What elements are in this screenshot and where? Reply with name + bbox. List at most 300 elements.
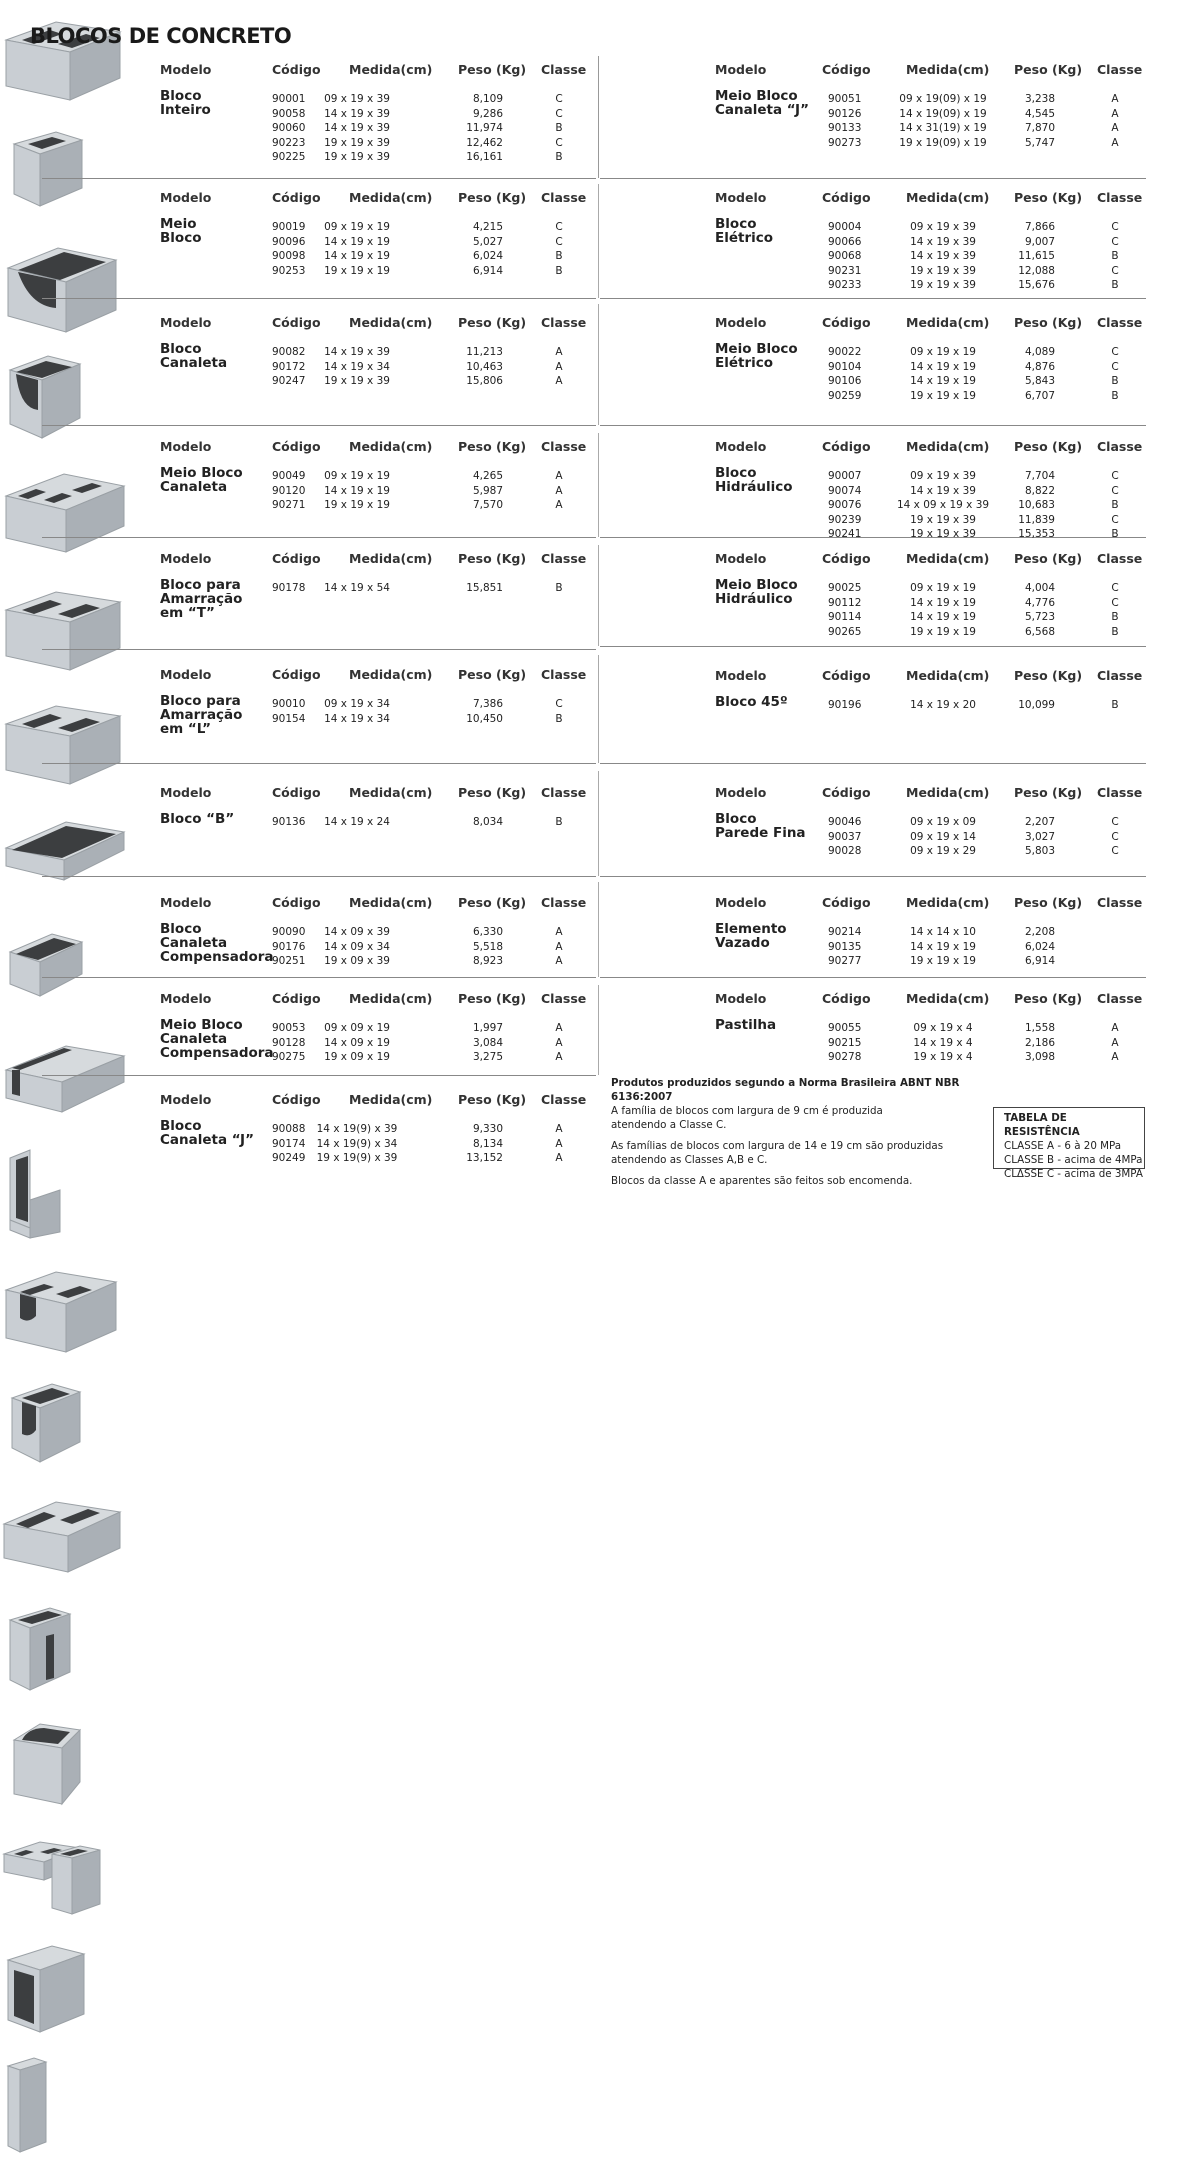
class-cell: C bbox=[1111, 830, 1119, 843]
spec-rows bbox=[0, 1021, 1198, 1065]
code-cell: 90277 bbox=[828, 955, 862, 968]
weight-cell: 1,997 bbox=[472, 1022, 503, 1034]
code-cell: 90247 bbox=[272, 375, 306, 388]
model-name-line: Bloco para bbox=[160, 577, 241, 593]
class-cell: C bbox=[555, 136, 563, 149]
model-name-line: Canaleta bbox=[160, 355, 228, 371]
header-peso: Peso (Kg) bbox=[458, 895, 527, 910]
header-modelo: Modelo bbox=[715, 439, 767, 454]
code-cell: 90088 bbox=[272, 1123, 306, 1135]
header-medida: Medida(cm) bbox=[906, 668, 990, 683]
weight-cell: 5,843 bbox=[1024, 375, 1055, 388]
table-row bbox=[0, 527, 1198, 542]
code-cell: 90241 bbox=[828, 528, 862, 541]
spec-rows bbox=[0, 581, 1198, 639]
code-cell: 90271 bbox=[272, 499, 306, 512]
size-cell: 19 x 19(9) x 39 bbox=[316, 1152, 398, 1165]
code-cell: 90275 bbox=[272, 1051, 306, 1064]
weight-cell: 11,974 bbox=[466, 122, 503, 135]
code-cell: 90053 bbox=[272, 1022, 306, 1034]
header-classe: Classe bbox=[541, 1092, 587, 1107]
model-name-line: Pastilha bbox=[715, 1017, 777, 1033]
notes-line: Blocos da classe A e aparentes são feitos sob encomenda. bbox=[611, 1175, 913, 1187]
size-cell: 09 x 19 x 4 bbox=[913, 1022, 973, 1034]
size-cell: 09 x 19 x 39 bbox=[910, 470, 976, 482]
size-cell: 14 x 09 x 39 bbox=[324, 926, 390, 938]
model-name-line: Elétrico bbox=[715, 355, 774, 371]
spec-rows bbox=[0, 469, 1198, 542]
bloco-hidraulico-icon bbox=[0, 1482, 1198, 1596]
class-cell: B bbox=[1111, 279, 1119, 292]
class-cell: A bbox=[555, 940, 563, 953]
weight-cell: 10,450 bbox=[466, 712, 503, 725]
code-cell: 90196 bbox=[828, 699, 862, 711]
weight-cell: 9,286 bbox=[472, 107, 503, 120]
size-cell: 19 x 19 x 39 bbox=[910, 528, 976, 541]
header-medida: Medida(cm) bbox=[906, 551, 990, 566]
weight-cell: 15,806 bbox=[466, 375, 503, 388]
size-cell: 14 x 19 x 54 bbox=[324, 582, 390, 594]
spec-rows bbox=[0, 815, 1198, 859]
weight-cell: 3,238 bbox=[1024, 93, 1055, 105]
size-cell: 14 x 19 x 34 bbox=[324, 360, 390, 373]
elemento-vazado-icon bbox=[0, 1938, 1198, 2052]
header-modelo: Modelo bbox=[160, 991, 212, 1006]
model-name-line: Canaleta bbox=[160, 1031, 228, 1047]
weight-cell: 10,099 bbox=[1018, 699, 1055, 711]
header-medida: Medida(cm) bbox=[349, 1092, 433, 1107]
size-cell: 14 x 19 x 19 bbox=[910, 375, 976, 388]
weight-cell: 2,207 bbox=[1024, 816, 1055, 828]
code-cell: 90154 bbox=[272, 712, 306, 725]
header-modelo: Modelo bbox=[715, 668, 767, 683]
weight-cell: 16,161 bbox=[466, 151, 503, 164]
size-cell: 14 x 19 x 19 bbox=[324, 235, 390, 248]
model-name-line: em “T” bbox=[160, 605, 215, 621]
code-cell: 90112 bbox=[828, 596, 862, 609]
class-cell: A bbox=[1111, 93, 1119, 105]
notes-line: atendendo as Classes A,B e C. bbox=[611, 1154, 768, 1166]
header-classe: Classe bbox=[541, 785, 587, 800]
header-medida: Medida(cm) bbox=[906, 190, 990, 205]
spec-rows bbox=[0, 925, 1198, 969]
row-divider bbox=[42, 1075, 596, 1076]
row-divider bbox=[42, 977, 596, 978]
class-cell: A bbox=[1111, 1051, 1119, 1064]
model-name-line: Canaleta “J” bbox=[715, 102, 809, 118]
class-cell: B bbox=[1111, 250, 1119, 263]
size-cell: 14 x 19(09) x 19 bbox=[899, 107, 987, 120]
size-cell: 09 x 19(09) x 19 bbox=[899, 93, 987, 105]
header-peso: Peso (Kg) bbox=[458, 190, 527, 205]
header-peso: Peso (Kg) bbox=[1014, 668, 1083, 683]
header-peso: Peso (Kg) bbox=[1014, 551, 1083, 566]
header-modelo: Modelo bbox=[160, 551, 212, 566]
row-divider bbox=[600, 646, 1146, 647]
spec-rows bbox=[0, 220, 1198, 293]
size-cell: 09 x 19 x 29 bbox=[910, 845, 976, 858]
row-divider bbox=[600, 425, 1146, 426]
weight-cell: 10,683 bbox=[1018, 499, 1055, 512]
header-peso: Peso (Kg) bbox=[1014, 895, 1083, 910]
size-cell: 14 x 19 x 39 bbox=[324, 107, 390, 120]
class-cell: B bbox=[1111, 625, 1119, 638]
class-cell: B bbox=[555, 582, 563, 594]
table-row bbox=[0, 136, 1198, 151]
model-name-line: Amarração bbox=[160, 591, 243, 607]
code-cell: 90215 bbox=[828, 1036, 862, 1049]
size-cell: 14 x 19 x 39 bbox=[324, 346, 390, 358]
table-row bbox=[0, 107, 1198, 122]
row-divider bbox=[600, 977, 1146, 978]
row-divider bbox=[42, 649, 596, 650]
header-codigo: Código bbox=[822, 991, 871, 1006]
header-modelo: Modelo bbox=[715, 551, 767, 566]
header-medida: Medida(cm) bbox=[349, 62, 433, 77]
class-cell: A bbox=[1111, 1022, 1119, 1034]
table-row bbox=[0, 954, 1198, 969]
table-row bbox=[0, 278, 1198, 293]
class-cell: A bbox=[555, 1051, 563, 1064]
spec-rows bbox=[0, 92, 1198, 150]
code-cell: 90037 bbox=[828, 830, 862, 843]
header-modelo: Modelo bbox=[160, 667, 212, 682]
weight-cell: 11,213 bbox=[466, 346, 503, 358]
model-name-line: Vazado bbox=[715, 935, 770, 951]
row-divider bbox=[600, 876, 1146, 877]
weight-cell: 4,265 bbox=[472, 470, 503, 482]
class-cell: B bbox=[555, 250, 563, 263]
weight-cell: 2,208 bbox=[1024, 926, 1055, 938]
size-cell: 14 x 19 x 39 bbox=[910, 250, 976, 263]
weight-cell: 4,545 bbox=[1024, 107, 1055, 120]
code-cell: 90096 bbox=[272, 235, 306, 248]
size-cell: 14 x 19 x 39 bbox=[910, 484, 976, 497]
header-peso: Peso (Kg) bbox=[1014, 991, 1083, 1006]
class-cell: B bbox=[1111, 699, 1119, 711]
resistance-line: CLASSE B - acima de 4MPa bbox=[1004, 1154, 1143, 1166]
weight-cell: 4,876 bbox=[1024, 360, 1055, 373]
meio-bloco-eletrico-icon bbox=[0, 1368, 1198, 1482]
header-medida: Medida(cm) bbox=[349, 551, 433, 566]
code-cell: 90273 bbox=[828, 136, 862, 149]
size-cell: 09 x 19 x 19 bbox=[324, 221, 390, 233]
model-name-line: Hidráulico bbox=[715, 591, 793, 607]
model-name-line: Canaleta “J” bbox=[160, 1132, 254, 1148]
notes-line: As famílias de blocos com largura de 14 e 19 cm são produzidas bbox=[611, 1140, 944, 1152]
table-row bbox=[0, 150, 1198, 165]
weight-cell: 4,776 bbox=[1024, 596, 1055, 609]
size-cell: 14 x 19 x 19 bbox=[910, 596, 976, 609]
code-cell: 90004 bbox=[828, 221, 862, 233]
code-cell: 90046 bbox=[828, 816, 862, 828]
row-divider bbox=[42, 298, 596, 299]
header-modelo: Modelo bbox=[160, 190, 212, 205]
class-cell: B bbox=[1111, 375, 1119, 388]
row-divider bbox=[42, 763, 596, 764]
header-peso: Peso (Kg) bbox=[458, 62, 527, 77]
code-cell: 90135 bbox=[828, 940, 862, 953]
weight-cell: 5,723 bbox=[1024, 611, 1055, 624]
code-cell: 90098 bbox=[272, 250, 306, 263]
header-modelo: Modelo bbox=[160, 1092, 212, 1107]
weight-cell: 5,803 bbox=[1024, 845, 1055, 858]
code-cell: 90136 bbox=[272, 816, 306, 828]
size-cell: 09 x 09 x 19 bbox=[324, 1022, 390, 1034]
table-row bbox=[0, 92, 1198, 107]
weight-cell: 11,615 bbox=[1018, 250, 1055, 263]
header-codigo: Código bbox=[272, 315, 321, 330]
table-row bbox=[0, 1036, 1198, 1051]
model-name-line: Bloco bbox=[160, 921, 202, 937]
size-cell: 09 x 19 x 34 bbox=[324, 698, 390, 710]
code-cell: 90104 bbox=[828, 360, 862, 373]
header-classe: Classe bbox=[1097, 785, 1143, 800]
class-cell: C bbox=[555, 235, 563, 248]
model-name-line: Bloco bbox=[160, 230, 202, 246]
class-cell: A bbox=[555, 346, 563, 358]
code-cell: 90249 bbox=[272, 1152, 306, 1165]
code-cell: 90214 bbox=[828, 926, 862, 938]
header-codigo: Código bbox=[822, 668, 871, 683]
row-divider bbox=[42, 876, 596, 877]
class-cell: B bbox=[1111, 528, 1119, 541]
size-cell: 19 x 19 x 39 bbox=[910, 279, 976, 292]
resistance-line: CLASSE A - 6 à 20 MPa bbox=[1004, 1140, 1122, 1152]
code-cell: 90058 bbox=[272, 107, 306, 120]
code-cell: 90022 bbox=[828, 346, 862, 358]
model-name-line: Canaleta bbox=[160, 479, 228, 495]
weight-cell: 8,134 bbox=[472, 1137, 503, 1150]
weight-cell: 11,839 bbox=[1018, 513, 1055, 526]
class-cell: A bbox=[555, 375, 563, 388]
header-classe: Classe bbox=[1097, 439, 1143, 454]
header-modelo: Modelo bbox=[715, 62, 767, 77]
size-cell: 14 x 19 x 34 bbox=[324, 712, 390, 725]
model-name-line: Hidráulico bbox=[715, 479, 793, 495]
class-cell: C bbox=[1111, 596, 1119, 609]
class-cell: C bbox=[555, 698, 563, 710]
weight-cell: 5,987 bbox=[472, 484, 503, 497]
bloco-eletrico-icon bbox=[0, 1254, 1198, 1368]
size-cell: 14 x 19 x 19 bbox=[324, 484, 390, 497]
header-peso: Peso (Kg) bbox=[458, 991, 527, 1006]
weight-cell: 6,330 bbox=[472, 926, 503, 938]
size-cell: 14 x 09 x 34 bbox=[324, 940, 390, 953]
weight-cell: 4,089 bbox=[1024, 346, 1055, 358]
header-codigo: Código bbox=[822, 62, 871, 77]
size-cell: 14 x 14 x 10 bbox=[910, 926, 976, 938]
row-divider bbox=[42, 178, 596, 179]
size-cell: 14 x 31(19) x 19 bbox=[899, 122, 987, 135]
size-cell: 19 x 19 x 39 bbox=[910, 264, 976, 277]
size-cell: 14 x 19 x 19 bbox=[910, 611, 976, 624]
meio-bloco-hidraulico-icon bbox=[0, 1596, 1198, 1710]
class-cell: A bbox=[1111, 122, 1119, 135]
size-cell: 14 x 19 x 4 bbox=[913, 1036, 973, 1049]
class-cell: A bbox=[1111, 107, 1119, 120]
header-modelo: Modelo bbox=[715, 190, 767, 205]
header-classe: Classe bbox=[1097, 551, 1143, 566]
header-classe: Classe bbox=[541, 315, 587, 330]
model-name-line: Bloco bbox=[160, 341, 202, 357]
code-cell: 90007 bbox=[828, 470, 862, 482]
row-divider bbox=[600, 298, 1146, 299]
model-name-line: Parede Fina bbox=[715, 825, 806, 841]
row-divider bbox=[600, 763, 1146, 764]
size-cell: 14 x 09 x 19 bbox=[324, 1036, 390, 1049]
notes-line: A família de blocos com largura de 9 cm é produzida bbox=[611, 1105, 883, 1117]
weight-cell: 6,024 bbox=[472, 250, 503, 263]
table-row bbox=[0, 220, 1198, 235]
class-cell: A bbox=[555, 955, 563, 968]
code-cell: 90278 bbox=[828, 1051, 862, 1064]
header-classe: Classe bbox=[541, 895, 587, 910]
model-name-line: em “L” bbox=[160, 721, 212, 737]
header-modelo: Modelo bbox=[160, 62, 212, 77]
size-cell: 19 x 19 x 4 bbox=[913, 1051, 973, 1064]
class-cell: C bbox=[1111, 346, 1119, 358]
weight-cell: 3,027 bbox=[1024, 830, 1055, 843]
size-cell: 14 x 19 x 19 bbox=[324, 250, 390, 263]
header-classe: Classe bbox=[541, 62, 587, 77]
page-title: BLOCOS DE CONCRETO bbox=[30, 24, 292, 48]
weight-cell: 7,386 bbox=[472, 698, 503, 710]
code-cell: 90223 bbox=[272, 136, 306, 149]
pastilha-icon bbox=[0, 2052, 1198, 2166]
class-cell: B bbox=[555, 264, 563, 277]
header-codigo: Código bbox=[822, 315, 871, 330]
code-cell: 90068 bbox=[828, 250, 862, 263]
table-row bbox=[0, 830, 1198, 845]
notes-line: atendendo a Classe C. bbox=[611, 1119, 727, 1131]
bloco-45-icon bbox=[0, 1710, 1198, 1824]
table-row bbox=[0, 469, 1198, 484]
table-row bbox=[0, 581, 1198, 596]
code-cell: 90049 bbox=[272, 470, 306, 482]
size-cell: 14 x 09 x 19 x 39 bbox=[896, 499, 990, 512]
model-name-line: Meio bbox=[160, 216, 197, 232]
code-cell: 90233 bbox=[828, 279, 862, 292]
class-cell: A bbox=[555, 1152, 563, 1165]
header-classe: Classe bbox=[1097, 895, 1143, 910]
resistance-line: CLΔSSE C - acima de 3MPA bbox=[1004, 1168, 1143, 1180]
code-cell: 90174 bbox=[272, 1137, 306, 1150]
header-peso: Peso (Kg) bbox=[458, 551, 527, 566]
header-medida: Medida(cm) bbox=[349, 991, 433, 1006]
header-codigo: Código bbox=[822, 439, 871, 454]
size-cell: 14 x 19 x 39 bbox=[324, 122, 390, 135]
header-peso: Peso (Kg) bbox=[458, 315, 527, 330]
class-cell: C bbox=[1111, 845, 1119, 858]
size-cell: 14 x 19 x 20 bbox=[910, 699, 976, 711]
weight-cell: 8,923 bbox=[472, 955, 503, 968]
size-cell: 09 x 19 x 19 bbox=[324, 470, 390, 482]
header-medida: Medida(cm) bbox=[906, 62, 990, 77]
header-medida: Medida(cm) bbox=[349, 667, 433, 682]
header-medida: Medida(cm) bbox=[349, 785, 433, 800]
table-row bbox=[0, 940, 1198, 955]
header-classe: Classe bbox=[541, 439, 587, 454]
size-cell: 09 x 19 x 39 bbox=[324, 93, 390, 105]
code-cell: 90019 bbox=[272, 221, 306, 233]
weight-cell: 6,707 bbox=[1024, 389, 1055, 402]
model-name-line: Bloco bbox=[715, 216, 757, 232]
table-row bbox=[0, 844, 1198, 859]
header-modelo: Modelo bbox=[160, 439, 212, 454]
table-row bbox=[0, 360, 1198, 375]
code-cell: 90176 bbox=[272, 940, 306, 953]
table-row bbox=[0, 374, 1198, 389]
norma-notes bbox=[611, 1076, 971, 1188]
code-cell: 90074 bbox=[828, 484, 862, 497]
weight-cell: 2,186 bbox=[1024, 1036, 1055, 1049]
class-cell: A bbox=[555, 1123, 563, 1135]
weight-cell: 7,570 bbox=[472, 499, 503, 512]
code-cell: 90055 bbox=[828, 1022, 862, 1034]
header-classe: Classe bbox=[541, 667, 587, 682]
model-name-line: Meio Bloco bbox=[715, 341, 798, 357]
weight-cell: 13,152 bbox=[466, 1152, 503, 1165]
code-cell: 90128 bbox=[272, 1036, 306, 1049]
header-classe: Classe bbox=[541, 551, 587, 566]
size-cell: 14 x 19 x 19 bbox=[910, 940, 976, 953]
code-cell: 90051 bbox=[828, 93, 862, 105]
code-cell: 90265 bbox=[828, 625, 862, 638]
model-name-line: Bloco para bbox=[160, 693, 241, 709]
notes-title: Produtos produzidos segundo a Norma Brasileira ABNT NBR 6136:2007 bbox=[611, 1077, 960, 1103]
weight-cell: 12,088 bbox=[1018, 264, 1055, 277]
size-cell: 19 x 19 x 39 bbox=[324, 136, 390, 149]
header-modelo: Modelo bbox=[715, 315, 767, 330]
model-name-line: Bloco bbox=[715, 465, 757, 481]
size-cell: 19 x 19 x 19 bbox=[910, 625, 976, 638]
size-cell: 09 x 19 x 09 bbox=[910, 816, 976, 828]
class-cell: B bbox=[555, 712, 563, 725]
model-name-line: Inteiro bbox=[160, 102, 211, 118]
code-cell: 90133 bbox=[828, 122, 862, 135]
header-codigo: Código bbox=[822, 190, 871, 205]
class-cell: B bbox=[1111, 389, 1119, 402]
model-name-line: Canaleta bbox=[160, 935, 228, 951]
code-cell: 90090 bbox=[272, 926, 306, 938]
size-cell: 09 x 19 x 19 bbox=[910, 582, 976, 594]
header-classe: Classe bbox=[541, 190, 587, 205]
table-row bbox=[0, 698, 1198, 713]
header-modelo: Modelo bbox=[160, 895, 212, 910]
header-modelo: Modelo bbox=[160, 315, 212, 330]
size-cell: 19 x 19 x 19 bbox=[324, 264, 390, 277]
code-cell: 90231 bbox=[828, 264, 862, 277]
header-codigo: Código bbox=[272, 785, 321, 800]
code-cell: 90082 bbox=[272, 346, 306, 358]
header-codigo: Código bbox=[822, 785, 871, 800]
code-cell: 90028 bbox=[828, 845, 862, 858]
size-cell: 14 x 19 x 24 bbox=[324, 816, 390, 828]
header-peso: Peso (Kg) bbox=[1014, 190, 1083, 205]
table-row bbox=[0, 712, 1198, 727]
class-cell: C bbox=[555, 221, 563, 233]
header-codigo: Código bbox=[272, 1092, 321, 1107]
class-cell: A bbox=[1111, 1036, 1119, 1049]
weight-cell: 10,463 bbox=[466, 360, 503, 373]
table-row bbox=[0, 610, 1198, 625]
header-peso: Peso (Kg) bbox=[458, 667, 527, 682]
table-row bbox=[0, 815, 1198, 830]
class-cell: C bbox=[1111, 513, 1119, 526]
size-cell: 19 x 09 x 39 bbox=[324, 955, 390, 968]
table-row bbox=[0, 513, 1198, 528]
